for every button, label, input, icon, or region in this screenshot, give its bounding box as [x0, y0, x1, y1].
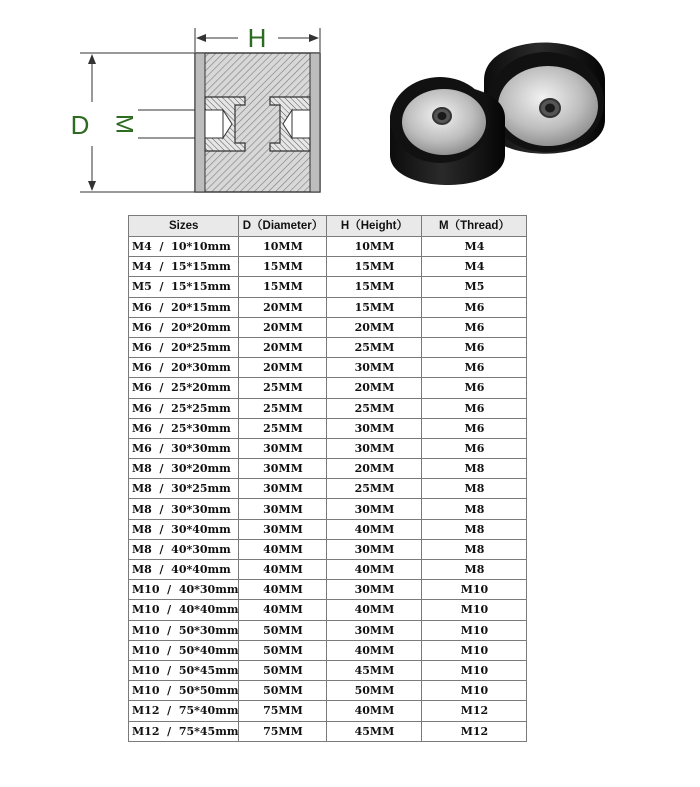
- table-row: [129, 620, 527, 640]
- table-row: [129, 257, 527, 277]
- cell-height: 25MM: [327, 479, 422, 499]
- cell-size: M8 / 30*40mm: [129, 519, 239, 539]
- cell-size: M10 / 40*30mm: [129, 580, 239, 600]
- cell-thread: M6: [422, 378, 527, 398]
- cell-size: M12 / 75*40mm: [129, 701, 239, 721]
- cell-size: M12 / 75*45mm: [129, 721, 239, 741]
- cell-thread: M10: [422, 660, 527, 680]
- cell-diameter: 40MM: [239, 539, 327, 559]
- table-row: [129, 398, 527, 418]
- cell-height: 40MM: [327, 519, 422, 539]
- cell-thread: M6: [422, 398, 527, 418]
- cell-thread: M12: [422, 701, 527, 721]
- cell-diameter: 30MM: [239, 459, 327, 479]
- cell-size: M10 / 50*50mm: [129, 681, 239, 701]
- mount-body: [195, 53, 320, 192]
- cell-size: M5 / 15*15mm: [129, 277, 239, 297]
- cell-height: 30MM: [327, 358, 422, 378]
- cell-diameter: 40MM: [239, 600, 327, 620]
- table-row: [129, 701, 527, 721]
- cell-height: 20MM: [327, 317, 422, 337]
- table-row: [129, 438, 527, 458]
- cell-height: 40MM: [327, 600, 422, 620]
- cell-height: 40MM: [327, 640, 422, 660]
- cell-height: 40MM: [327, 560, 422, 580]
- cell-height: 20MM: [327, 459, 422, 479]
- cell-height: 25MM: [327, 398, 422, 418]
- cell-thread: M8: [422, 499, 527, 519]
- cell-diameter: 75MM: [239, 721, 327, 741]
- header-diameter: D（Diameter）: [239, 216, 327, 237]
- cell-thread: M6: [422, 317, 527, 337]
- cell-height: 30MM: [327, 418, 422, 438]
- cell-diameter: 25MM: [239, 398, 327, 418]
- cell-diameter: 30MM: [239, 438, 327, 458]
- table-row: [129, 580, 527, 600]
- spec-table: [128, 215, 527, 742]
- cell-diameter: 25MM: [239, 378, 327, 398]
- table-row: [129, 378, 527, 398]
- cell-size: M8 / 30*30mm: [129, 499, 239, 519]
- cell-diameter: 50MM: [239, 620, 327, 640]
- cell-thread: M6: [422, 297, 527, 317]
- cell-diameter: 30MM: [239, 519, 327, 539]
- cell-height: 40MM: [327, 701, 422, 721]
- cell-height: 30MM: [327, 580, 422, 600]
- cell-diameter: 25MM: [239, 418, 327, 438]
- cell-diameter: 50MM: [239, 660, 327, 680]
- cell-diameter: 15MM: [239, 277, 327, 297]
- table-row: [129, 479, 527, 499]
- cell-height: 50MM: [327, 681, 422, 701]
- cell-thread: M8: [422, 459, 527, 479]
- cell-size: M6 / 20*20mm: [129, 317, 239, 337]
- cell-thread: M8: [422, 479, 527, 499]
- cell-thread: M4: [422, 257, 527, 277]
- d-label: D: [70, 110, 90, 140]
- cell-size: M6 / 20*25mm: [129, 337, 239, 357]
- cell-height: 45MM: [327, 721, 422, 741]
- cell-size: M10 / 50*30mm: [129, 620, 239, 640]
- m-label: M: [110, 114, 138, 134]
- cell-height: 15MM: [327, 297, 422, 317]
- cell-height: 20MM: [327, 378, 422, 398]
- cell-diameter: 40MM: [239, 580, 327, 600]
- table-header-row: [129, 216, 527, 237]
- table-row: [129, 660, 527, 680]
- table-row: [129, 681, 527, 701]
- cell-diameter: 30MM: [239, 479, 327, 499]
- table-row: [129, 539, 527, 559]
- cell-height: 30MM: [327, 438, 422, 458]
- cell-size: M4 / 10*10mm: [129, 237, 239, 257]
- cell-diameter: 40MM: [239, 560, 327, 580]
- cell-size: M6 / 20*15mm: [129, 297, 239, 317]
- cell-thread: M6: [422, 337, 527, 357]
- cell-height: 15MM: [327, 277, 422, 297]
- cell-size: M8 / 40*30mm: [129, 539, 239, 559]
- cell-thread: M10: [422, 620, 527, 640]
- cell-height: 30MM: [327, 539, 422, 559]
- cell-size: M6 / 30*30mm: [129, 438, 239, 458]
- cell-size: M8 / 30*20mm: [129, 459, 239, 479]
- header-thread: M（Thread）: [422, 216, 527, 237]
- table-row: [129, 600, 527, 620]
- cell-size: M8 / 30*25mm: [129, 479, 239, 499]
- cell-height: 30MM: [327, 620, 422, 640]
- table-row: [129, 317, 527, 337]
- h-label: H: [247, 23, 267, 53]
- cell-size: M8 / 40*40mm: [129, 560, 239, 580]
- table-row: [129, 560, 527, 580]
- cell-diameter: 50MM: [239, 681, 327, 701]
- cell-diameter: 75MM: [239, 701, 327, 721]
- cell-size: M10 / 50*40mm: [129, 640, 239, 660]
- cell-diameter: 20MM: [239, 337, 327, 357]
- table-row: [129, 459, 527, 479]
- table-row: [129, 418, 527, 438]
- cell-diameter: 50MM: [239, 640, 327, 660]
- cell-thread: M10: [422, 580, 527, 600]
- cell-thread: M4: [422, 237, 527, 257]
- cell-thread: M8: [422, 539, 527, 559]
- cell-thread: M6: [422, 358, 527, 378]
- cell-thread: M12: [422, 721, 527, 741]
- header-height: H（Height）: [327, 216, 422, 237]
- cross-section-diagram: [0, 0, 380, 205]
- cell-diameter: 30MM: [239, 499, 327, 519]
- table-row: [129, 337, 527, 357]
- cell-size: M4 / 15*15mm: [129, 257, 239, 277]
- cell-thread: M8: [422, 519, 527, 539]
- table-row: [129, 277, 527, 297]
- product-photo: [380, 0, 700, 205]
- table-row: [129, 519, 527, 539]
- cell-height: 45MM: [327, 660, 422, 680]
- cell-size: M10 / 50*45mm: [129, 660, 239, 680]
- cell-height: 25MM: [327, 337, 422, 357]
- cell-diameter: 20MM: [239, 358, 327, 378]
- cell-thread: M10: [422, 640, 527, 660]
- cell-height: 10MM: [327, 237, 422, 257]
- cell-size: M6 / 25*30mm: [129, 418, 239, 438]
- cell-size: M6 / 25*25mm: [129, 398, 239, 418]
- table-row: [129, 499, 527, 519]
- table-row: [129, 297, 527, 317]
- cell-thread: M5: [422, 277, 527, 297]
- table-row: [129, 640, 527, 660]
- cell-thread: M6: [422, 418, 527, 438]
- table-row: [129, 358, 527, 378]
- cell-thread: M8: [422, 560, 527, 580]
- cell-thread: M10: [422, 600, 527, 620]
- cell-height: 15MM: [327, 257, 422, 277]
- table-body: [129, 237, 527, 742]
- cell-diameter: 20MM: [239, 297, 327, 317]
- cell-diameter: 10MM: [239, 237, 327, 257]
- cell-size: M6 / 25*20mm: [129, 378, 239, 398]
- cell-diameter: 20MM: [239, 317, 327, 337]
- cell-thread: M6: [422, 438, 527, 458]
- cell-size: M10 / 40*40mm: [129, 600, 239, 620]
- table-row: [129, 237, 527, 257]
- table-row: [129, 721, 527, 741]
- cell-thread: M10: [422, 681, 527, 701]
- header-sizes: Sizes: [129, 216, 239, 237]
- cell-size: M6 / 20*30mm: [129, 358, 239, 378]
- cell-height: 30MM: [327, 499, 422, 519]
- cell-diameter: 15MM: [239, 257, 327, 277]
- h-dimension: [195, 23, 320, 53]
